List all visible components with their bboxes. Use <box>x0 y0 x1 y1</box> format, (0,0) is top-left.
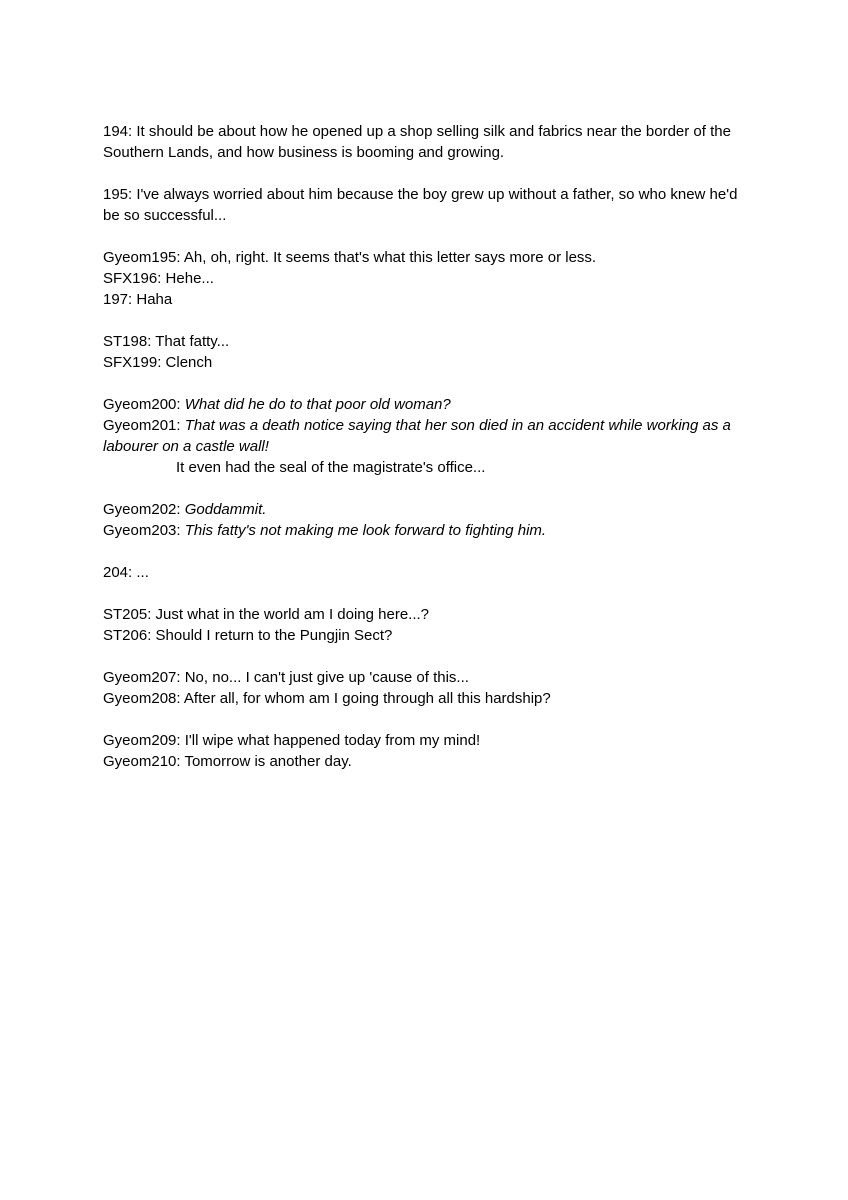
line-text: That was a death notice saying that her son died in an accident while working as a labourer on a castle wall! <box>103 417 736 455</box>
block-gyeom207 <box>103 667 753 709</box>
script-line <box>103 415 753 457</box>
line-speaker: Gyeom203: <box>103 522 185 539</box>
spacer <box>103 709 753 730</box>
line-text: What did he do to that poor old woman? <box>184 396 451 413</box>
script-line <box>103 352 753 373</box>
block-194 <box>103 121 753 163</box>
line-text: Should I return to the Pungjin Sect? <box>155 627 393 644</box>
spacer <box>103 646 753 667</box>
script-line <box>103 121 753 163</box>
script-line <box>103 520 753 541</box>
line-speaker: 197: <box>103 291 137 308</box>
script-line <box>103 625 753 646</box>
line-speaker: Gyeom202: <box>103 501 185 518</box>
script-document <box>103 121 753 772</box>
line-text: ... <box>136 564 149 581</box>
spacer <box>103 163 753 184</box>
script-line <box>103 268 753 289</box>
script-line <box>103 247 753 268</box>
script-line <box>103 730 753 751</box>
script-line <box>103 289 753 310</box>
spacer <box>103 226 753 247</box>
line-speaker: ST205: <box>103 606 156 623</box>
line-text: It even had the seal of the magistrate's office... <box>176 459 486 476</box>
line-text: I've always worried about him because the boy grew up without a father, so who knew he'd be so successful... <box>103 186 742 224</box>
block-gyeom200 <box>103 394 753 478</box>
block-204 <box>103 562 753 583</box>
line-speaker: Gyeom209: <box>103 732 185 749</box>
line-speaker: ST198: <box>103 333 156 350</box>
line-text: It should be about how he opened up a shop selling silk and fabrics near the border of the Southern Lands, and how business is booming and growing. <box>103 123 736 161</box>
line-speaker: 194: <box>103 123 137 140</box>
line-speaker: Gyeom195: <box>103 249 184 266</box>
block-gyeom209 <box>103 730 753 772</box>
line-speaker: ST206: <box>103 627 156 644</box>
script-line <box>103 667 753 688</box>
script-line <box>103 604 753 625</box>
script-line <box>103 394 753 415</box>
line-speaker: 195: <box>103 186 137 203</box>
script-line <box>103 331 753 352</box>
script-line <box>103 499 753 520</box>
spacer <box>103 541 753 562</box>
block-st198 <box>103 331 753 373</box>
script-line <box>103 562 753 583</box>
line-text: That fatty... <box>155 333 230 350</box>
line-text: No, no... I can't just give up 'cause of this... <box>184 669 469 686</box>
line-text: Goddammit. <box>184 501 267 518</box>
spacer <box>103 583 753 604</box>
block-gyeom195 <box>103 247 753 310</box>
line-speaker: Gyeom207: <box>103 669 185 686</box>
script-line <box>103 688 753 709</box>
line-text: This fatty's not making me look forward to fighting him. <box>184 522 547 539</box>
line-speaker: SFX199: <box>103 354 166 371</box>
spacer <box>103 310 753 331</box>
line-speaker: SFX196: <box>103 270 166 287</box>
line-speaker: Gyeom210: <box>103 753 185 770</box>
line-text: Hehe... <box>165 270 214 287</box>
script-line <box>103 184 753 226</box>
block-195 <box>103 184 753 226</box>
line-text: I'll wipe what happened today from my mind! <box>184 732 481 749</box>
line-text: Haha <box>136 291 173 308</box>
line-speaker: 204: <box>103 564 137 581</box>
script-line-continuation <box>103 457 753 478</box>
line-text: Clench <box>165 354 213 371</box>
block-gyeom202 <box>103 499 753 541</box>
spacer <box>103 373 753 394</box>
line-speaker: Gyeom200: <box>103 396 185 413</box>
line-text: Ah, oh, right. It seems that's what this letter says more or less. <box>183 249 597 266</box>
block-st205 <box>103 604 753 646</box>
line-text: Just what in the world am I doing here...? <box>155 606 430 623</box>
line-text: After all, for whom am I going through all this hardship? <box>183 690 551 707</box>
line-text: Tomorrow is another day. <box>184 753 352 770</box>
line-speaker: Gyeom208: <box>103 690 184 707</box>
script-line <box>103 751 753 772</box>
line-speaker: Gyeom201: <box>103 417 185 434</box>
spacer <box>103 478 753 499</box>
